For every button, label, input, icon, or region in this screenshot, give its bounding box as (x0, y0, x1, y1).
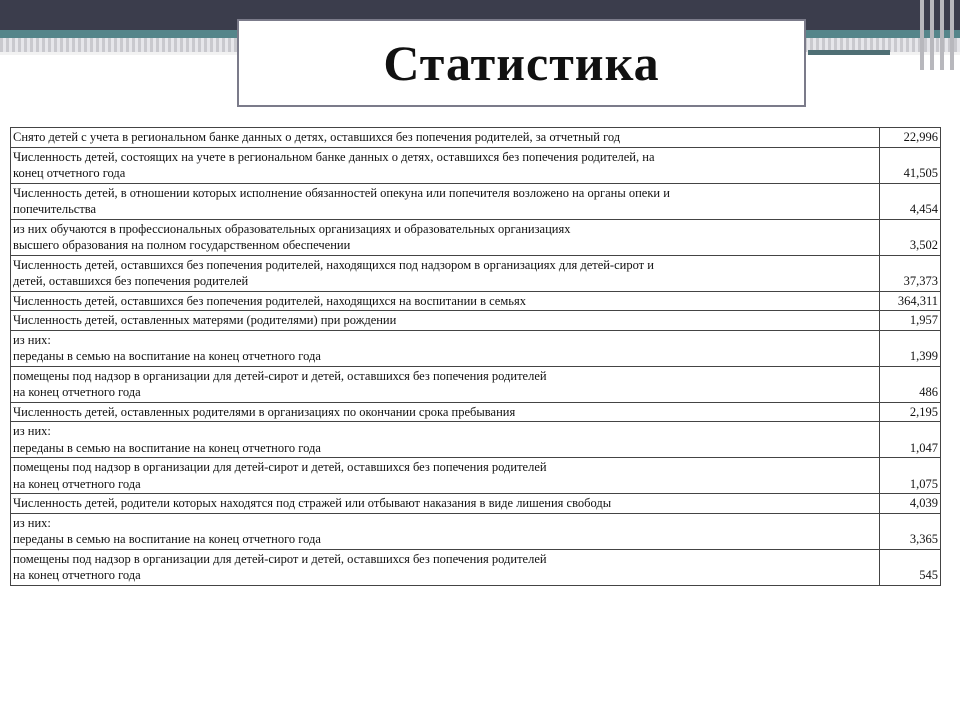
row-label-line: Численность детей, оставшихся без попечения родителей, находящихся на воспитании в семьях (13, 293, 526, 308)
row-value: 22,996 (880, 128, 941, 148)
decor-bar (950, 0, 954, 70)
row-value: 37,373 (880, 255, 941, 291)
row-label (11, 513, 880, 549)
row-label-line: детей, оставшихся без попечения родителей (13, 274, 249, 288)
row-label-line: на конец отчетного года (13, 385, 141, 399)
row-label-line: из них: (13, 332, 51, 347)
row-label-line: попечительства (13, 202, 97, 216)
row-label-line: Численность детей, в отношении которых исполнение обязанностей опекуна или попечителя возложено на органы опеки и (13, 185, 670, 200)
row-value: 1,047 (880, 422, 941, 458)
statistics-table (10, 127, 941, 586)
row-label-line: на конец отчетного года (13, 476, 141, 491)
row-label-line: Численность детей, состоящих на учете в региональном банке данных о детях, оставшихся без попечения родителей, на (13, 149, 655, 164)
row-label-line: переданы в семью на воспитание на конец отчетного года (13, 349, 321, 363)
row-value: 1,957 (880, 311, 941, 331)
decor-accent-bar (808, 50, 890, 55)
row-label-line: Численность детей, оставшихся без попечения родителей, находящихся под надзором в организациях для детей-сирот и (13, 257, 654, 272)
row-label-line: помещены под надзор в организации для детей-сирот и детей, оставшихся без попечения родителей (13, 368, 547, 383)
row-label (11, 219, 880, 255)
row-value: 486 (880, 366, 941, 402)
row-value: 1,399 (880, 330, 941, 366)
row-value: 1,075 (880, 458, 941, 494)
table-row (11, 549, 941, 585)
row-label (11, 128, 880, 148)
row-label-line: помещены под надзор в организации для детей-сирот и детей, оставшихся без попечения родителей (13, 551, 547, 566)
row-value: 4,039 (880, 494, 941, 514)
statistics-table-body (11, 128, 941, 586)
table-row (11, 422, 941, 458)
table-row (11, 494, 941, 514)
row-label (11, 330, 880, 366)
row-label-line: из них: (13, 515, 51, 530)
row-label-line: Численность детей, родители которых находятся под стражей или отбывают наказания в виде лишения свободы (13, 496, 612, 510)
table-row (11, 255, 941, 291)
row-label-line: конец отчетного года (13, 166, 126, 180)
row-label-line: из них: (13, 424, 51, 438)
row-label (11, 549, 880, 585)
table-row (11, 330, 941, 366)
row-label-line: Численность детей, оставленных матерями (родителями) при рождении (13, 313, 397, 327)
row-label-line: помещены под надзор в организации для детей-сирот и детей, оставшихся без попечения родителей (13, 460, 547, 474)
row-label-line: Снято детей с учета в региональном банке данных о детях, оставшихся без попечения родителей, за отчетный год (13, 130, 621, 144)
row-label (11, 494, 880, 514)
row-value: 545 (880, 549, 941, 585)
table-row (11, 147, 941, 183)
row-label (11, 291, 880, 311)
row-label-line: на конец отчетного года (13, 568, 141, 582)
row-label (11, 311, 880, 331)
table-row (11, 219, 941, 255)
title-box (237, 19, 806, 107)
decor-bar (920, 0, 924, 70)
row-value: 364,311 (880, 291, 941, 311)
row-value: 41,505 (880, 147, 941, 183)
table-row (11, 513, 941, 549)
table-row (11, 458, 941, 494)
table-row (11, 311, 941, 331)
row-value: 3,502 (880, 219, 941, 255)
row-label (11, 183, 880, 219)
row-label-line: высшего образования на полном государственном обеспечении (13, 238, 351, 252)
row-label (11, 422, 880, 458)
decor-bar (930, 0, 934, 70)
row-value: 2,195 (880, 402, 941, 422)
row-label (11, 402, 880, 422)
table-row (11, 183, 941, 219)
table-row (11, 402, 941, 422)
row-label-line: переданы в семью на воспитание на конец отчетного года (13, 440, 321, 455)
row-label-line: переданы в семью на воспитание на конец отчетного года (13, 532, 321, 546)
row-label (11, 255, 880, 291)
row-label (11, 147, 880, 183)
row-label (11, 366, 880, 402)
table-row (11, 128, 941, 148)
row-label-line: из них обучаются в профессиональных образовательных организациях и образовательных организациях (13, 221, 571, 236)
row-label (11, 458, 880, 494)
row-value: 4,454 (880, 183, 941, 219)
decor-bar (940, 0, 944, 70)
table-row (11, 366, 941, 402)
row-value: 3,365 (880, 513, 941, 549)
row-label-line: Численность детей, оставленных родителями в организациях по окончании срока пребывания (13, 404, 516, 419)
page-title: Статистика (383, 35, 660, 91)
table-row (11, 291, 941, 311)
